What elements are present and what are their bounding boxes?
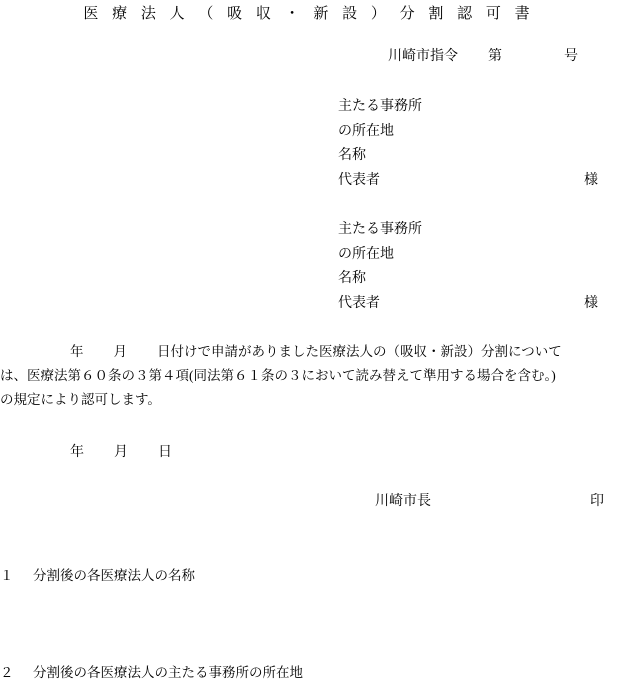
- signature-line: [375, 490, 604, 510]
- body-year-label: 年: [70, 344, 84, 359]
- party-honorific: 様: [584, 172, 598, 188]
- party-name-label: 名称: [338, 148, 366, 163]
- party-name-label: 名称: [338, 271, 366, 286]
- party-representative-label: 代表者: [338, 172, 380, 188]
- permit-number-line: [388, 45, 578, 65]
- permit-no-suffix: 号: [564, 49, 578, 64]
- party-location-row: [338, 243, 422, 268]
- list-item: [0, 564, 195, 584]
- item-text: 分割後の各医療法人の名称: [33, 568, 195, 583]
- issue-month-label: 月: [114, 445, 128, 460]
- party-block-second: [338, 218, 598, 316]
- party-representative-label: 代表者: [338, 295, 380, 311]
- list-item: [0, 661, 303, 681]
- permit-issuer-label: 川崎市指令: [388, 49, 458, 64]
- party-location-label: の所在地: [338, 246, 394, 262]
- party-representative-row: [338, 292, 598, 317]
- item-number: ２: [0, 665, 14, 680]
- issue-day-label: 日: [158, 445, 172, 460]
- permit-no-label: 第: [488, 49, 502, 64]
- seal-mark: 印: [590, 494, 604, 509]
- body-line-1: [0, 340, 618, 364]
- item-text: 分割後の各医療法人の主たる事務所の所在地: [33, 665, 303, 680]
- party-location-label: の所在地: [338, 123, 394, 139]
- page-title: 医 療 法 人 （ 吸 収 ・ 新 設 ） 分 割 認 可 書: [83, 6, 535, 22]
- party-office-row: [338, 218, 422, 243]
- party-honorific: 様: [584, 295, 598, 311]
- body-line-1-rest: 日付けで申請がありました医療法人の（吸収・新設）分割について: [157, 344, 562, 359]
- body-line-2: は、医療法第６０条の３第４項(同法第６１条の３において読み替えて準用する場合を含む。): [0, 368, 556, 383]
- party-location-row: [338, 120, 422, 145]
- signature-name: 川崎市長: [375, 494, 431, 509]
- item-number: １: [0, 568, 14, 583]
- party-block-first: [338, 95, 598, 193]
- issue-year-label: 年: [70, 445, 84, 460]
- body-month-label: 月: [113, 344, 127, 359]
- party-name-row: [338, 144, 422, 169]
- party-name-row: [338, 267, 422, 292]
- body-text: [0, 340, 618, 412]
- party-office-row: [338, 95, 422, 120]
- issue-date-line: [70, 441, 172, 461]
- party-office-label: 主たる事務所: [338, 222, 422, 237]
- party-representative-row: [338, 169, 598, 194]
- party-office-label: 主たる事務所: [338, 99, 422, 114]
- body-line-3: の規定により認可します。: [0, 392, 161, 407]
